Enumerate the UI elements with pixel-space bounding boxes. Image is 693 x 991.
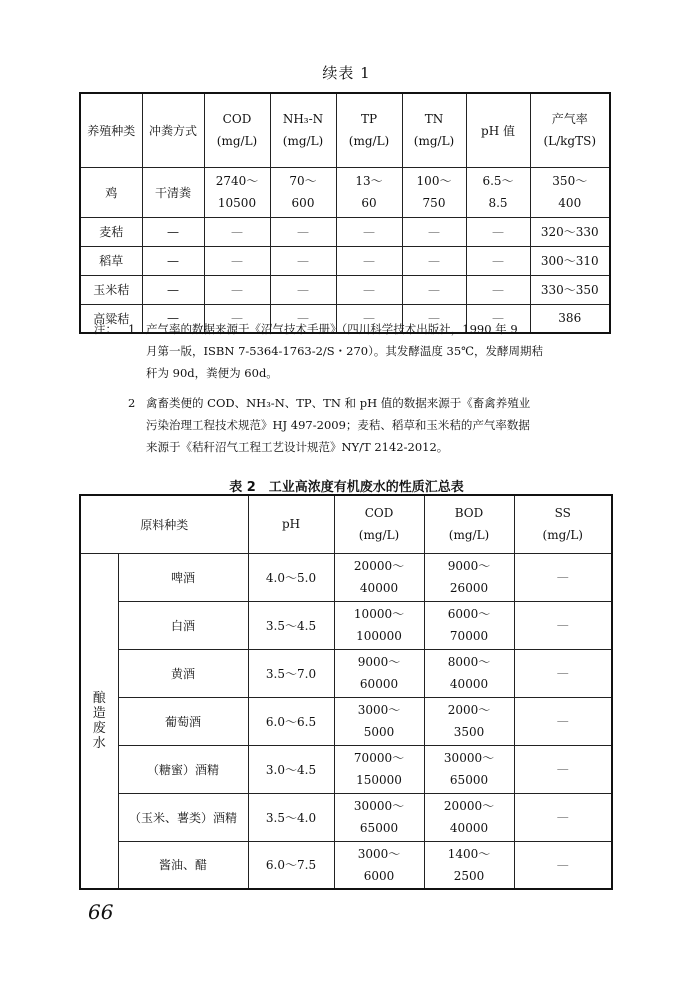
table2-header-row xyxy=(80,495,612,553)
cell-gas: 330～350 xyxy=(530,275,610,304)
cell-ph: — xyxy=(466,275,530,304)
cell-ph: 6.5～ 8.5 xyxy=(466,167,530,217)
industrial-wastewater-table xyxy=(79,494,613,890)
cell-type: 鸡 xyxy=(80,167,142,217)
note-1 xyxy=(94,318,614,384)
cell-ph: 6.0～7.5 xyxy=(248,841,334,889)
cell-bod: 30000～ 65000 xyxy=(424,745,514,793)
cell-material: （玉米、薯类）酒精 xyxy=(118,793,248,841)
cell-ph: 3.5～4.0 xyxy=(248,793,334,841)
header-cod: COD (mg/L) xyxy=(334,495,424,553)
cell-method: — xyxy=(142,304,204,333)
table-row xyxy=(80,167,610,217)
table-row xyxy=(80,793,612,841)
header-ph: pH xyxy=(248,495,334,553)
table1-caption: 续表 1 xyxy=(322,64,371,82)
header-ph: pH 值 xyxy=(466,93,530,167)
header-material: 原料种类 xyxy=(80,495,248,553)
note-text: 产气率的数据来源于《沼气技术手册》（四川科学技术出版社，1990 年 9 月第一版，ISBN 7-5364-1763-2/S・270）。其发酵温度 35℃，发酵周期秸 秆为 90d，粪便为 60d。 xyxy=(146,322,544,380)
table-row xyxy=(80,841,612,889)
cell-material: 葡萄酒 xyxy=(118,697,248,745)
note-number: 2 xyxy=(128,396,136,410)
cell-tp: — xyxy=(336,304,402,333)
cell-type: 麦秸 xyxy=(80,217,142,246)
cell-cod: 3000～ 5000 xyxy=(334,697,424,745)
note-2 xyxy=(94,392,614,458)
cell-ss: — xyxy=(514,745,612,793)
table1-header-row xyxy=(80,93,610,167)
cell-nh3n: 70～ 600 xyxy=(270,167,336,217)
cell-method: 干清粪 xyxy=(142,167,204,217)
cell-bod: 8000～ 40000 xyxy=(424,649,514,697)
cell-cod: 3000～ 6000 xyxy=(334,841,424,889)
header-ss: SS (mg/L) xyxy=(514,495,612,553)
cell-cod: — xyxy=(204,246,270,275)
group-brewing-wastewater: 酿 造 废 水 xyxy=(80,553,118,889)
cell-cod: 9000～ 60000 xyxy=(334,649,424,697)
cell-tn: — xyxy=(402,246,466,275)
cell-gas: 320～330 xyxy=(530,217,610,246)
header-bod: BOD (mg/L) xyxy=(424,495,514,553)
header-tn: TN (mg/L) xyxy=(402,93,466,167)
page-number: 66 xyxy=(88,900,114,924)
cell-tp: — xyxy=(336,246,402,275)
cell-bod: 1400～ 2500 xyxy=(424,841,514,889)
cell-material: （糖蜜）酒精 xyxy=(118,745,248,793)
cell-method: — xyxy=(142,217,204,246)
cell-gas: 300～310 xyxy=(530,246,610,275)
table-row xyxy=(80,697,612,745)
cell-type: 稻草 xyxy=(80,246,142,275)
cell-method: — xyxy=(142,275,204,304)
cell-ph: 3.5～4.5 xyxy=(248,601,334,649)
cell-cod: 10000～ 100000 xyxy=(334,601,424,649)
cell-material: 白酒 xyxy=(118,601,248,649)
cell-ss: — xyxy=(514,601,612,649)
header-nh3n: NH₃-N (mg/L) xyxy=(270,93,336,167)
table-row xyxy=(80,601,612,649)
table-row xyxy=(80,275,610,304)
table-row xyxy=(80,745,612,793)
cell-ss: — xyxy=(514,793,612,841)
cell-ph: 3.5～7.0 xyxy=(248,649,334,697)
cell-tp: — xyxy=(336,275,402,304)
livestock-properties-table xyxy=(79,92,611,334)
cell-cod: 70000～ 150000 xyxy=(334,745,424,793)
cell-ph: 3.0～4.5 xyxy=(248,745,334,793)
cell-tn: — xyxy=(402,217,466,246)
cell-tn: — xyxy=(402,304,466,333)
cell-tn: — xyxy=(402,275,466,304)
notes-label: 注： xyxy=(94,322,117,336)
header-animal-type: 养殖种类 xyxy=(80,93,142,167)
table-row xyxy=(80,649,612,697)
cell-cod: — xyxy=(204,217,270,246)
cell-bod: 6000～ 70000 xyxy=(424,601,514,649)
cell-type: 高粱秸 xyxy=(80,304,142,333)
table-row xyxy=(80,217,610,246)
cell-tp: 13～ 60 xyxy=(336,167,402,217)
header-flush-method: 冲粪方式 xyxy=(142,93,204,167)
cell-ss: — xyxy=(514,697,612,745)
cell-cod: 20000～ 40000 xyxy=(334,553,424,601)
cell-bod: 2000～ 3500 xyxy=(424,697,514,745)
cell-method: — xyxy=(142,246,204,275)
cell-material: 酱油、醋 xyxy=(118,841,248,889)
cell-tn: 100～ 750 xyxy=(402,167,466,217)
cell-nh3n: — xyxy=(270,217,336,246)
cell-ss: — xyxy=(514,841,612,889)
cell-ph: 6.0～6.5 xyxy=(248,697,334,745)
cell-gas: 350～ 400 xyxy=(530,167,610,217)
cell-cod: — xyxy=(204,275,270,304)
table2-caption: 表 2 工业高浓度有机废水的性质汇总表 xyxy=(229,480,464,495)
cell-ph: — xyxy=(466,217,530,246)
cell-tp: — xyxy=(336,217,402,246)
cell-cod: 30000～ 65000 xyxy=(334,793,424,841)
header-gas-yield: 产气率 (L/kgTS) xyxy=(530,93,610,167)
note-number: 1 xyxy=(128,322,136,336)
cell-type: 玉米秸 xyxy=(80,275,142,304)
cell-bod: 9000～ 26000 xyxy=(424,553,514,601)
cell-nh3n: — xyxy=(270,275,336,304)
table-row xyxy=(80,246,610,275)
cell-ph: 4.0～5.0 xyxy=(248,553,334,601)
header-tp: TP (mg/L) xyxy=(336,93,402,167)
cell-nh3n: — xyxy=(270,246,336,275)
cell-material: 黄酒 xyxy=(118,649,248,697)
cell-ph: — xyxy=(466,304,530,333)
cell-ss: — xyxy=(514,553,612,601)
cell-material: 啤酒 xyxy=(118,553,248,601)
cell-ph: — xyxy=(466,246,530,275)
note-text: 禽畜类便的 COD、NH₃-N、TP、TN 和 pH 值的数据来源于《畜禽养殖业 污染治理工程技术规范》HJ 497-2009；麦秸、稻草和玉米秸的产气率数据 来源于《秸秆沼气工程工艺设计规范》NY/T 2142-2012。 xyxy=(146,396,531,454)
cell-bod: 20000～ 40000 xyxy=(424,793,514,841)
table-row xyxy=(80,553,612,601)
header-cod: COD (mg/L) xyxy=(204,93,270,167)
table1-notes xyxy=(94,318,614,458)
cell-ss: — xyxy=(514,649,612,697)
cell-cod: 2740～ 10500 xyxy=(204,167,270,217)
cell-nh3n: — xyxy=(270,304,336,333)
cell-cod: — xyxy=(204,304,270,333)
cell-gas: 386 xyxy=(530,304,610,333)
